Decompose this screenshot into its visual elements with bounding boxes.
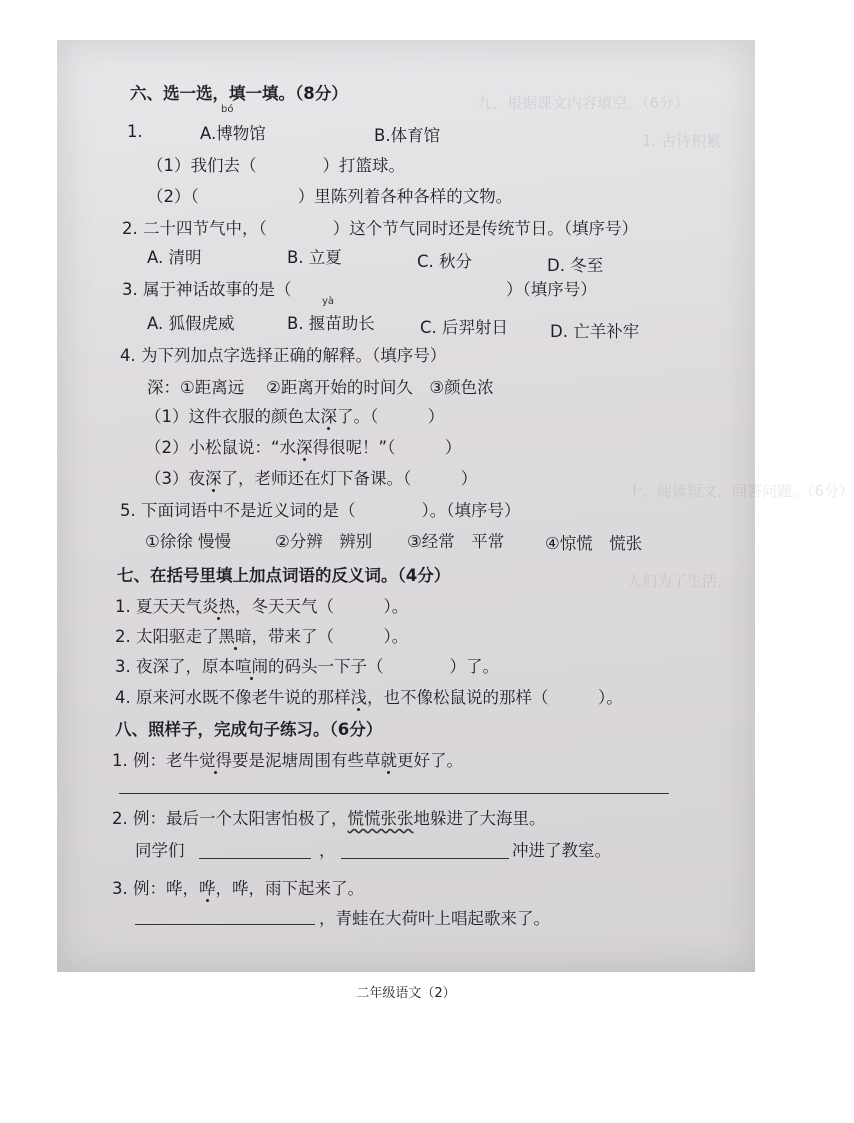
text: （3）夜 <box>145 469 205 488</box>
dotted-word: 觉得 <box>199 751 232 770</box>
text: 了，老师还在灯下备课。（ ） <box>221 469 478 488</box>
text: ，带来了（ ）。 <box>251 627 409 646</box>
text: ，也不像松鼠说的那样（ ）。 <box>367 688 623 707</box>
q6-4-sentence-1 <box>145 403 444 427</box>
q6-1-sentence-2: （2）（ ）里陈列着各种各样的文物。 <box>147 187 513 206</box>
text: 得很呢！”（ ） <box>312 438 462 457</box>
text: ，冬天天气（ ）。 <box>235 597 409 616</box>
pinyin-bo: bó <box>221 104 234 115</box>
q6-3-option-b: B. 揠苗助长 <box>287 314 375 333</box>
answer-blank-3[interactable] <box>135 924 315 925</box>
text: 1. 例：老牛 <box>112 751 199 770</box>
dotted-word: 黑暗 <box>218 627 252 646</box>
dotted-char: 深 <box>320 407 337 426</box>
dotted-char: 深 <box>296 438 313 457</box>
q6-1-sentence-1: （1）我们去（ ）打篮球。 <box>147 156 405 175</box>
q8-2-prompt-b: ， <box>319 841 336 860</box>
q6-4-stem: 4. 为下列加点字选择正确的解释。（填序号） <box>120 346 447 365</box>
q7-line-2 <box>115 623 408 647</box>
q8-example-1 <box>112 747 463 771</box>
q6-4-sentence-3 <box>145 465 477 489</box>
q8-3-prompt: ，青蛙在大荷叶上唱起歌来了。 <box>319 909 550 928</box>
q6-1-number: 1. <box>127 122 143 141</box>
q7-line-4 <box>115 684 623 708</box>
q6-5-option-4: ④惊慌 慌张 <box>545 534 643 553</box>
section-8-title: 八、照样子，完成句子练习。（6分） <box>115 720 383 739</box>
q6-3-option-c: C. 后羿射日 <box>420 318 509 337</box>
q6-2-stem: 2. 二十四节气中，（ ）这个节气同时还是传统节日。（填序号） <box>122 219 638 238</box>
q6-3-option-a: A. 狐假虎威 <box>147 314 235 333</box>
q7-line-1 <box>115 593 408 617</box>
text: 要是泥塘周围有些草 <box>232 751 381 770</box>
q6-2-option-c: C. 秋分 <box>417 252 473 271</box>
q8-example-2 <box>112 805 546 829</box>
q6-5-option-3: ③经常 平常 <box>407 532 505 551</box>
q6-2-option-b: B. 立夏 <box>287 248 342 267</box>
bleed-through-text: 1. 古诗积累 <box>642 132 722 150</box>
answer-blank-2b[interactable] <box>341 858 509 859</box>
text: ，雨下起来了。 <box>248 879 364 898</box>
bleed-through-text: 九、根据课文内容填空。（6分） <box>477 94 690 112</box>
q6-3-option-d: D. 亡羊补牢 <box>550 322 640 341</box>
q6-5-stem: 5. 下面词语中不是近义词的是（ ）。（填序号） <box>120 501 521 520</box>
q7-line-3 <box>115 653 499 677</box>
q6-4-sentence-2 <box>145 434 461 458</box>
pinyin-ya: yà <box>322 296 335 307</box>
text: 了。（ ） <box>337 407 445 426</box>
answer-line-1[interactable] <box>119 793 669 794</box>
bleed-through-text: 人们为了生活， <box>627 572 733 590</box>
q8-2-prompt-a: 同学们 <box>135 841 185 860</box>
text: 的码头一下子（ ）了。 <box>268 657 499 676</box>
text: 地躲进了大海里。 <box>413 809 546 828</box>
dotted-word: 哗，哗，哗 <box>166 879 249 898</box>
page-footer: 二年级语文（2） <box>356 986 456 1001</box>
q6-1-option-a: A.博物馆 <box>200 124 266 143</box>
text: 更好了。 <box>397 751 463 770</box>
q6-5-option-2: ②分辨 辨别 <box>275 532 373 551</box>
q6-2-option-a: A. 清明 <box>147 248 202 267</box>
dotted-word: 炎热 <box>202 597 235 616</box>
q6-5-option-1: ①徐徐 慢慢 <box>145 532 232 551</box>
dotted-char: 就 <box>380 751 397 770</box>
q6-4-options: 深：①距离远 ②距离开始的时间久 ③颜色浓 <box>147 378 494 397</box>
scanned-page <box>57 40 854 1001</box>
q6-2-option-d: D. 冬至 <box>547 256 604 275</box>
text: 4. 原来河水既不像老牛说的那样 <box>115 688 351 707</box>
wavy-word: 慌慌张张 <box>347 809 414 828</box>
text: 1. 夏天天气 <box>115 597 202 616</box>
text: （2）小松鼠说：“水 <box>145 438 297 457</box>
q6-3-stem: 3. 属于神话故事的是（ ）（填序号） <box>122 280 597 299</box>
q8-example-3 <box>112 875 364 899</box>
dotted-word: 喧闹 <box>235 657 268 676</box>
dotted-char: 深 <box>205 469 222 488</box>
section-6-title: 六、选一选，填一填。（8分） <box>130 84 348 103</box>
dotted-char: 浅 <box>350 688 367 707</box>
q8-2-prompt-c: 冲进了教室。 <box>512 841 611 860</box>
text: 2. 太阳驱走了 <box>115 627 219 646</box>
text: （1）这件衣服的颜色太 <box>145 407 321 426</box>
text: 2. 例：最后一个太阳害怕极了， <box>112 809 348 828</box>
section-7-title: 七、在括号里填上加点词语的反义词。（4分） <box>117 566 451 585</box>
text: 3. 例： <box>112 879 166 898</box>
bleed-through-text: 十、阅读短文，回答问题。（6分） <box>627 482 854 500</box>
answer-blank-2a[interactable] <box>199 858 311 859</box>
q6-1-option-b: B.体育馆 <box>374 126 441 145</box>
text: 3. 夜深了，原本 <box>115 657 235 676</box>
